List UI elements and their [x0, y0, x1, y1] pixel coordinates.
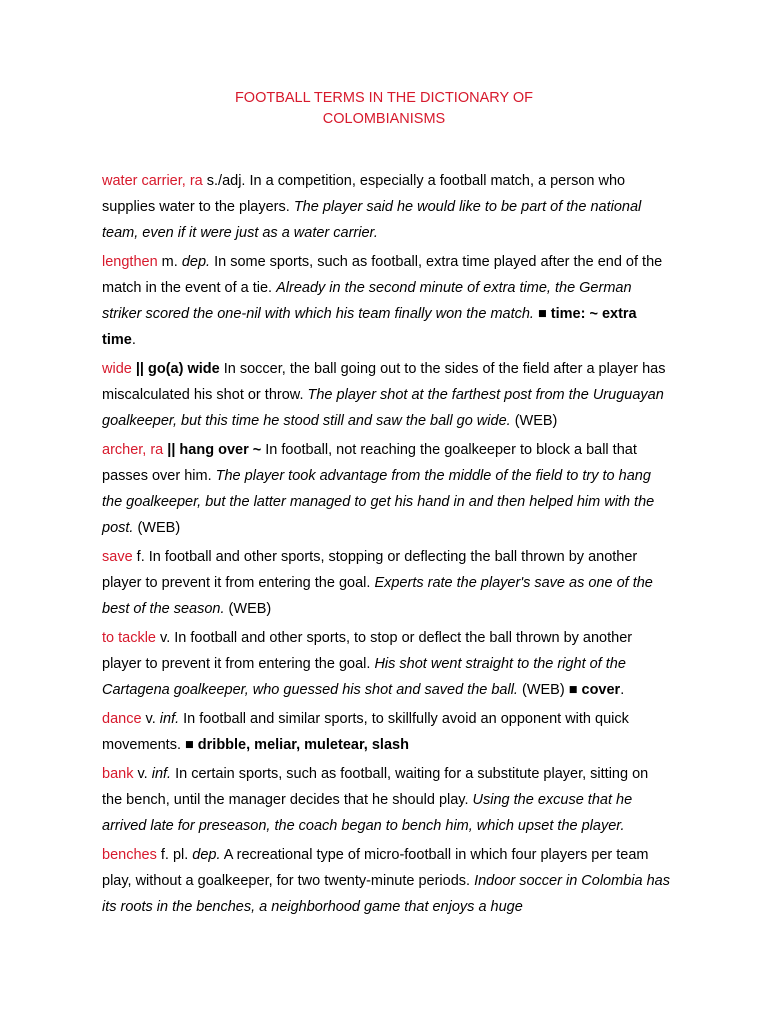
- source: (WEB): [224, 601, 272, 617]
- headword: save: [102, 549, 133, 565]
- example: Already in the second minute of extra time, the German striker scored the one-nil with which his team finally won the match.: [102, 280, 632, 322]
- headword: bank: [102, 766, 134, 782]
- example: His shot went straight to the right of the Cartagena goalkeeper, who guessed his shot and saved the ball.: [102, 656, 626, 698]
- example: Using the excuse that he arrived late for preseason, the coach began to bench him, which upset the player.: [102, 792, 633, 834]
- grammar-label: v.: [133, 766, 152, 782]
- example: The player took advantage from the middle of the field to try to hang the goalkeeper, but the latter managed to get his hand in and then helped him with the post.: [102, 468, 655, 536]
- source: (WEB): [517, 682, 569, 698]
- see-also: ■ time: ~ extra time: [102, 306, 637, 348]
- entry-to-tackle: [102, 625, 670, 703]
- document-title-line-2: COLOMBIANISMS: [322, 111, 446, 127]
- usage-label: inf.: [151, 766, 172, 782]
- entry-end: .: [131, 332, 136, 348]
- entry-dance: [102, 706, 670, 758]
- usage-label: inf.: [159, 711, 180, 727]
- document-title-line-1: FOOTBALL TERMS IN THE DICTIONARY OF: [234, 90, 534, 106]
- entry-end: .: [620, 682, 625, 698]
- phrase: || hang over ~: [163, 442, 262, 458]
- see-also: ■ cover: [568, 682, 621, 698]
- entry-lengthen: [102, 249, 670, 353]
- grammar-label: m.: [157, 254, 182, 270]
- definition: In football and similar sports, to skillfully avoid an opponent with quick movements.: [102, 711, 629, 753]
- definition: In certain sports, such as football, waiting for a substitute player, sitting on the bench, until the manager decides that he should play.: [102, 766, 649, 808]
- definition: In football and other sports, stopping or deflecting the ball thrown by another player to prevent it from entering the goal.: [102, 549, 638, 591]
- source: (WEB): [510, 413, 558, 429]
- example: The player shot at the farthest post from the Uruguayan goalkeeper, but this time he stood still and saw the ball go wide.: [102, 387, 664, 429]
- headword: to tackle: [102, 630, 156, 646]
- definition: In football, not reaching the goalkeeper to block a ball that passes over him.: [102, 442, 637, 484]
- definition: In football and other sports, to stop or deflect the ball thrown by another player to prevent it from entering the goal.: [102, 630, 633, 672]
- definition: In a competition, especially a football match, a person who supplies water to the players.: [102, 173, 626, 215]
- entry-bank: [102, 761, 670, 839]
- headword: archer, ra: [102, 442, 164, 458]
- grammar-label: s./adj.: [202, 173, 250, 189]
- dictionary-entries: [102, 168, 670, 923]
- headword: benches: [102, 847, 157, 863]
- entry-water-carrier: [102, 168, 670, 246]
- example: Indoor soccer in Colombia has its roots in the benches, a neighborhood game that enjoys a huge: [102, 873, 670, 915]
- headword: water carrier, ra: [102, 173, 203, 189]
- grammar-label: v.: [156, 630, 175, 646]
- example: Experts rate the player's save as one of the best of the season.: [102, 575, 653, 617]
- headword: wide: [102, 361, 132, 377]
- grammar-label: f.: [132, 549, 149, 565]
- example: The player said he would like to be part of the national team, even if it were just as a water carrier.: [102, 199, 642, 241]
- grammar-label: f. pl.: [156, 847, 193, 863]
- usage-label: dep.: [192, 847, 221, 863]
- definition: In soccer, the ball going out to the sides of the field after a player has miscalculated his shot or throw.: [102, 361, 666, 403]
- definition: In some sports, such as football, extra time played after the end of the match in the event of a tie.: [102, 254, 663, 296]
- document-title: [0, 88, 768, 130]
- entry-save: [102, 544, 670, 622]
- entry-benches: [102, 842, 670, 920]
- phrase: || go(a) wide: [131, 361, 220, 377]
- headword: lengthen: [102, 254, 158, 270]
- entry-wide: [102, 356, 670, 434]
- source: (WEB): [133, 520, 181, 536]
- usage-label: dep.: [181, 254, 211, 270]
- definition: A recreational type of micro-football in which four players per team play, without a goalkeeper, for two twenty-minute periods.: [102, 847, 649, 889]
- see-also: ■ dribble, meliar, muletear, slash: [185, 737, 409, 753]
- entry-archer: [102, 437, 670, 541]
- grammar-label: v.: [141, 711, 160, 727]
- headword: dance: [102, 711, 142, 727]
